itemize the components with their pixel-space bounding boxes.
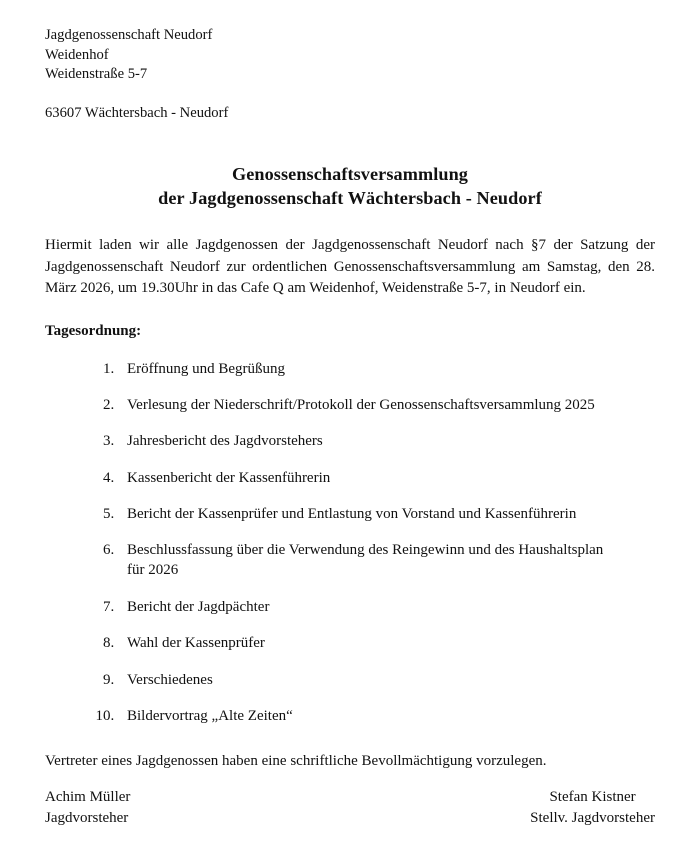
title-line-2: der Jagdgenossenschaft Wächtersbach - Neudorf (158, 188, 542, 208)
agenda-item-text: Kassenbericht der Kassenführerin (127, 469, 331, 486)
agenda-item-text: Wahl der Kassenprüfer (127, 635, 265, 652)
invitation-paragraph: Hiermit laden wir alle Jagdgenossen der Jagdgenossenschaft Neudorf nach §7 der Satzung der Jagdgenossenschaft Neudorf zur ordentlichen Genossenschaftsversammlung am Samstag, den 28. März 2026, um 19.30Uhr in das Cafe Q am Weidenhof, Weidenstraße 5-7, in Neudorf ein. (45, 237, 655, 296)
signature-left-role: Jagdvorsteher (45, 809, 129, 826)
agenda-item (118, 670, 655, 690)
agenda-item (118, 468, 655, 488)
agenda-item (118, 504, 655, 524)
document-title (45, 162, 655, 210)
agenda-item (118, 540, 655, 580)
agenda-item-text: Beschlussfassung über die Verwendung des Reingewinn und des Haushaltsplan (127, 542, 604, 559)
signature-left-name: Achim Müller (45, 789, 131, 805)
agenda-item-text: Verlesung der Niederschrift/Protokoll der Genossenschaftsversammlung 2025 (127, 396, 595, 413)
sender-building: Weidenhof (45, 46, 109, 63)
agenda-heading: Tagesordnung: (45, 322, 142, 339)
sender-city-line: 63607 Wächtersbach - Neudorf (45, 104, 229, 121)
agenda-item-text: Bericht der Kassenprüfer und Entlastung von Vorstand und Kassenführerin (127, 506, 577, 523)
title-line-1: Genossenschaftsversammlung (231, 164, 468, 184)
agenda-item-text: Eröffnung und Begrüßung (127, 360, 286, 377)
agenda-list (45, 359, 655, 727)
agenda-item (118, 395, 655, 415)
agenda-item (118, 431, 655, 451)
agenda-item (118, 597, 655, 617)
agenda-item-text: Verschiedenes (127, 671, 213, 688)
closing-note: Vertreter eines Jagdgenossen haben eine schriftliche Bevollmächtigung vorzulegen. (45, 753, 547, 770)
agenda-item-text: Jahresbericht des Jagdvorstehers (127, 433, 323, 450)
signature-right-role: Stellv. Jagdvorsteher (530, 809, 655, 826)
sender-street: Weidenstraße 5-7 (45, 66, 148, 82)
agenda-item-text: Bericht der Jagdpächter (127, 598, 270, 615)
signature-right (530, 787, 655, 828)
sender-organization: Jagdgenossenschaft Neudorf (45, 27, 213, 43)
agenda-item-text: Bildervortrag „Alte Zeiten“ (127, 708, 293, 725)
signature-block (45, 787, 655, 828)
agenda-item-text-continued: für 2026 (127, 562, 179, 579)
signature-right-name: Stefan Kistner (549, 789, 636, 805)
agenda-item (118, 359, 655, 379)
agenda-item (118, 633, 655, 653)
signature-left (45, 787, 130, 828)
sender-address-block (45, 26, 655, 85)
agenda-item (118, 706, 655, 726)
